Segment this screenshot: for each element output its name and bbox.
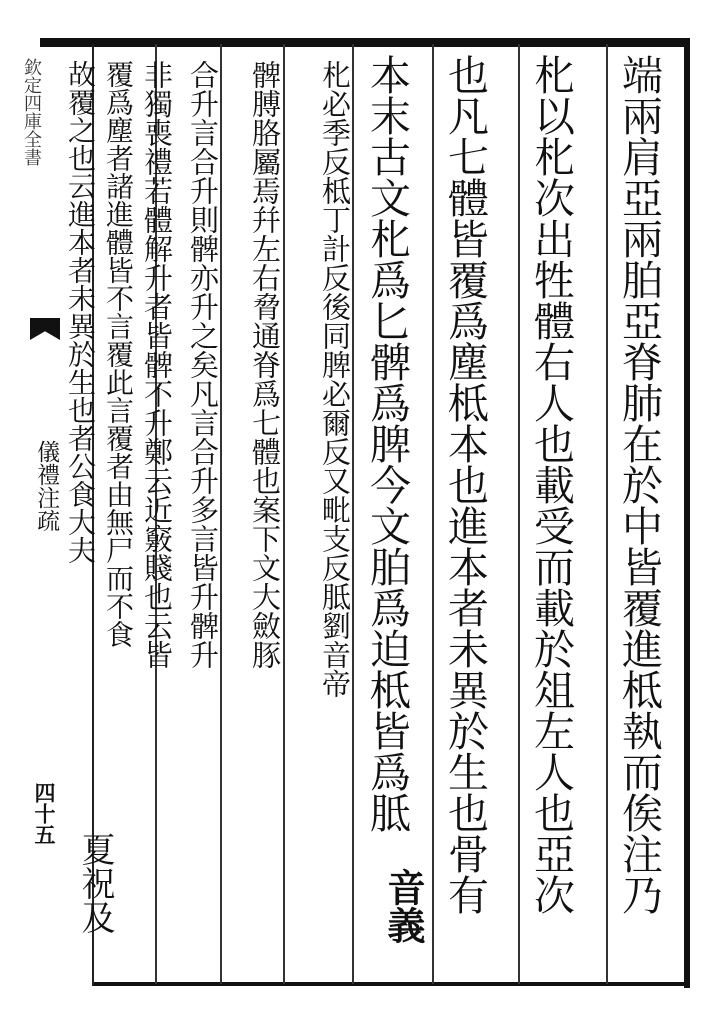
commentary-column-10: 故覆之也云進本者未異於生也者公食大夫	[64, 60, 97, 564]
yinyi-marker: 音義	[381, 868, 426, 944]
text-column-1: 端兩肩亞兩胉亞脊肺在於中皆覆進柢執而俟注乃	[615, 54, 663, 915]
commentary-column-5a: 朼必季反柢丁計反後同脾必爾反又毗支反胝劉音帝	[318, 60, 352, 698]
frame-top-border	[40, 38, 690, 47]
column-rule	[432, 44, 434, 984]
column-rule	[606, 44, 608, 984]
xia-zhu-ji-text: 夏祝及	[75, 832, 115, 934]
text-column-4: 本末古文朼爲匕髀爲脾今文胉爲迫柢皆爲胝	[363, 54, 411, 833]
folio-number: 四十五	[32, 782, 57, 845]
column-rule	[518, 44, 520, 984]
frame-bottom-border	[92, 982, 690, 986]
text-column-3: 也凡七體皆覆爲塵柢本也進本者未異於生也骨有	[441, 54, 489, 915]
fish-tail-mark	[30, 318, 60, 340]
commentary-column-6: 髀膊胳屬焉幷左右脅通脊爲七體也案下文大斂豚	[248, 60, 282, 669]
column-rule	[283, 44, 285, 984]
column-rule	[352, 44, 354, 984]
commentary-column-8: 非獨喪禮若體解升者皆髀不升鄭云近竅賤也云皆	[140, 60, 174, 669]
commentary-column-7: 合升言合升則髀亦升之矣凡言合升多言皆升髀升	[186, 60, 220, 669]
frame-right-border	[684, 38, 690, 988]
margin-series-title: 欽定四庫全書	[21, 58, 42, 166]
margin-book-title: 儀禮注疏	[33, 440, 60, 532]
text-column-2: 朼以朼次出牲體右人也載受而載於俎左人也亞次	[527, 54, 575, 915]
commentary-column-9: 覆爲塵者諸進體皆不言覆此言覆者由無尸而不食	[102, 60, 135, 648]
column-rule	[220, 44, 222, 984]
